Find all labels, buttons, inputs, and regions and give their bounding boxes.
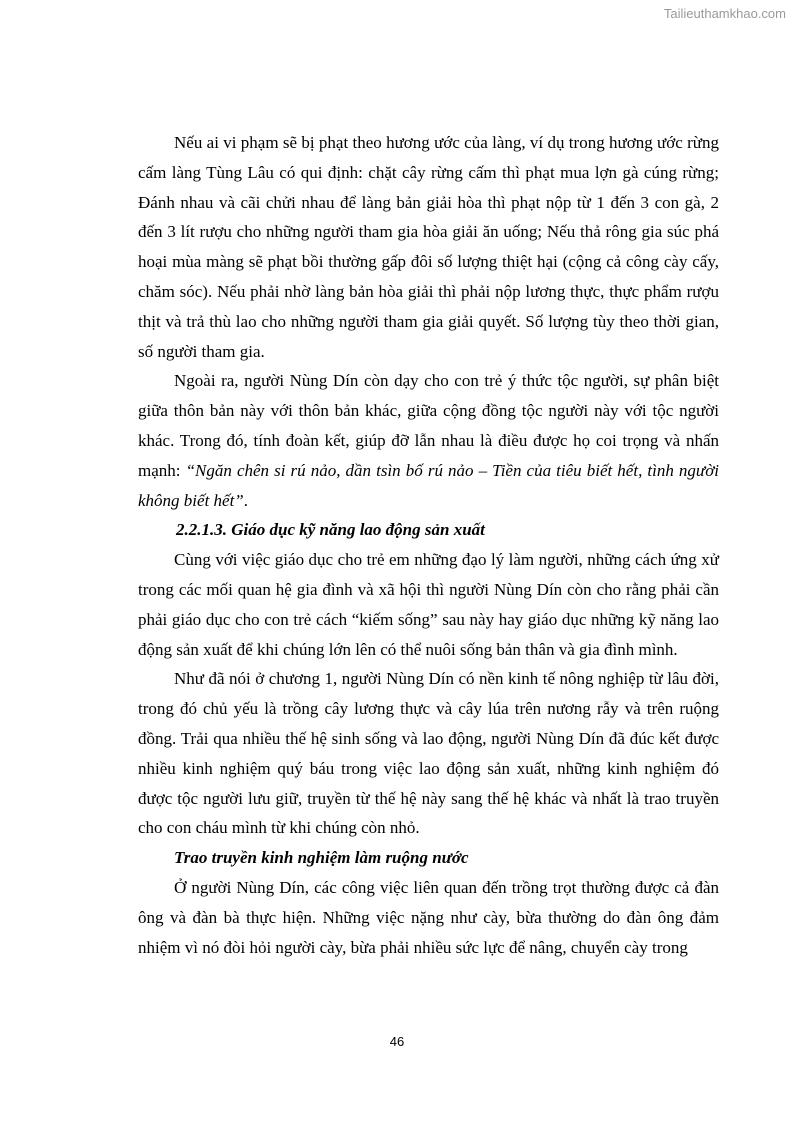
paragraph-penalties: Nếu ai vi phạm sẽ bị phạt theo hương ước của làng, ví dụ trong hương ước rừng cấm làng Tùng Lâu có qui định: chặt cây rừng cấm thì phạt mua lợn gà cúng rừng; Đánh nhau và cãi chửi nhau để làng bản giải hòa thì phạt nộp từ 1 đến 3 con gà, 2 đến 3 lít rượu cho những người tham gia hòa giải ăn uống; Nếu thả rông gia súc phá hoại mùa màng sẽ phạt bồi thường gấp đôi số lượng thiệt hại (cộng cả công cày cấy, chăm sóc). Nếu phải nhờ làng bản hòa giải thì phải nộp lương thực, thực phẩm rượu thịt và trả thù lao cho những người tham gia giải quyết. Số lượng tùy theo thời gian, số người tham gia. (138, 133, 719, 361)
paragraph-farming-work: Ở người Nùng Dín, các công việc liên quan đến trồng trọt thường được cả đàn ông và đàn bà thực hiện. Những việc nặng như cày, bừa thường do đàn ông đảm nhiệm vì nó đòi hỏi người cày, bừa phải nhiều sức lực để nâng, chuyển cày trong (138, 877, 719, 957)
subsection-heading: Trao truyền kinh nghiệm làm ruộng nước (174, 848, 469, 868)
page-number: 46 (389, 1034, 405, 1049)
paragraph-agriculture: Như đã nói ở chương 1, người Nùng Dín có nền kinh tế nông nghiệp từ lâu đời, trong đó chủ yếu là trồng cây lương thực và cây lúa trên nương rẫy và trên ruộng đồng. Trải qua nhiều thế hệ sinh sống và lao động, người Nùng Dín đã đúc kết được nhiều kinh nghiệm quý báu trong việc lao động sản xuất, những kinh nghiệm đó được tộc người lưu giữ, truyền từ thế hệ này sang thế hệ khác và nhất là trao truyền cho con cháu mình từ khi chúng còn nhỏ. (138, 669, 719, 838)
section-heading: 2.2.1.3. Giáo dục kỹ năng lao động sản xuất (176, 520, 485, 540)
paragraph-end: . (243, 490, 249, 510)
page-body (138, 128, 719, 962)
proverb-quote: “Ngăn chên si rú nảo, dần tsìn bố rú nảo – Tiền của tiêu biết hết, tình người không biết hết” (138, 460, 719, 510)
watermark: Tailieuthamkhao.com (663, 6, 786, 21)
paragraph-livelihood-education: Cùng với việc giáo dục cho trẻ em những đạo lý làm người, những cách ứng xử trong các mối quan hệ gia đình và xã hội thì người Nùng Dín còn cho rằng phải cần phải giáo dục cho con trẻ cách “kiếm sống” sau này hay giáo dục những kỹ năng lao động sản xuất để khi chúng lớn lên có thể nuôi sống bản thân và gia đình mình. (138, 550, 719, 659)
paragraph-text: Ngoài ra, người Nùng Dín còn dạy cho con trẻ ý thức tộc người, sự phân biệt giữa thôn bản này với thôn bản khác, giữa cộng đồng tộc người này với tộc người khác. Trong đó, tính đoàn kết, giúp đỡ lẫn nhau là điều được họ coi trọng và nhấn mạnh: (138, 371, 719, 480)
paragraph-ethnic-awareness (138, 366, 719, 515)
